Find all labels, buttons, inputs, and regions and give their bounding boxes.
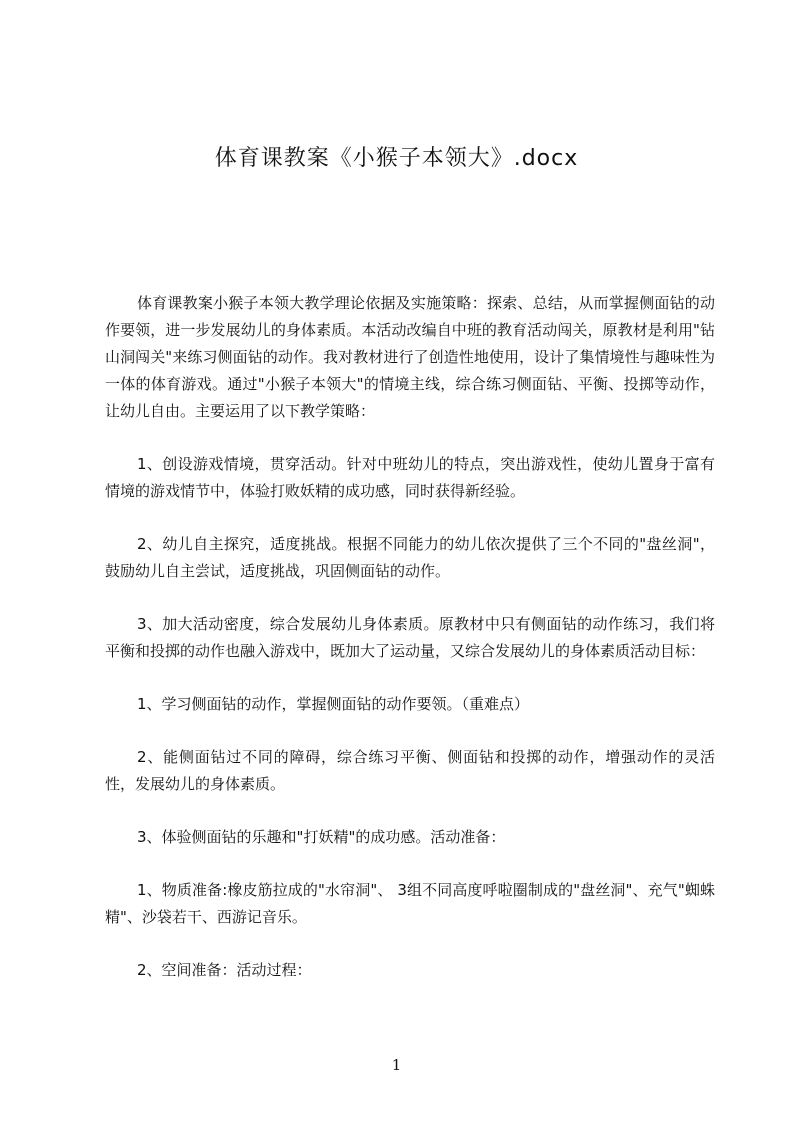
document-body	[105, 290, 715, 1010]
paragraph-goal-1: 1、学习侧面钻的动作，掌握侧面钻的动作要领。（重难点）	[137, 695, 530, 713]
document-title: 体育课教案《小猴子本领大》.docx	[214, 146, 579, 171]
paragraph-strategy-2: 2、幼儿自主探究，适度挑战。根据不同能力的幼儿依次提供了三个不同的"盘丝洞"，鼓励幼儿自主尝试，适度挑战，巩固侧面钻的动作。	[105, 535, 715, 580]
paragraph-prep-2: 2、空间准备：活动过程：	[137, 961, 312, 979]
page-number: 1	[391, 1056, 402, 1074]
paragraph-strategy-3: 3、加大活动密度，综合发展幼儿身体素质。原教材中只有侧面钻的动作练习，我们将平衡和投掷的动作也融入游戏中，既加大了运动量，又综合发展幼儿的身体素质活动目标：	[105, 615, 715, 660]
paragraph-prep-1: 1、物质准备:橡皮筋拉成的"水帘洞"、 3组不同高度呼啦圈制成的"盘丝洞"、充气"蜘蛛精"、沙袋若干、西游记音乐。	[105, 881, 715, 926]
paragraph-strategy-1: 1、创设游戏情境，贯穿活动。针对中班幼儿的特点，突出游戏性，使幼儿置身于富有情境的游戏情节中，体验打败妖精的成功感，同时获得新经验。	[105, 455, 715, 500]
paragraph-intro: 体育课教案小猴子本领大教学理论依据及实施策略：探索、总结，从而掌握侧面钻的动作要领，进一步发展幼儿的身体素质。本活动改编自中班的教育活动闯关，原教材是利用"钻山洞闯关"来练习侧面钻的动作。我对教材进行了创造性地使用，设计了集情境性与趣味性为一体的体育游戏。通过"小猴子本领大"的情境主线，综合练习侧面钻、平衡、投掷等动作，让幼儿自由。主要运用了以下教学策略：	[105, 294, 715, 420]
paragraph-goal-2: 2、能侧面钻过不同的障碍，综合练习平衡、侧面钻和投掷的动作，增强动作的灵活性，发展幼儿的身体素质。	[105, 748, 715, 793]
paragraph-goal-3: 3、体验侧面钻的乐趣和"打妖精"的成功感。活动准备：	[137, 828, 506, 846]
